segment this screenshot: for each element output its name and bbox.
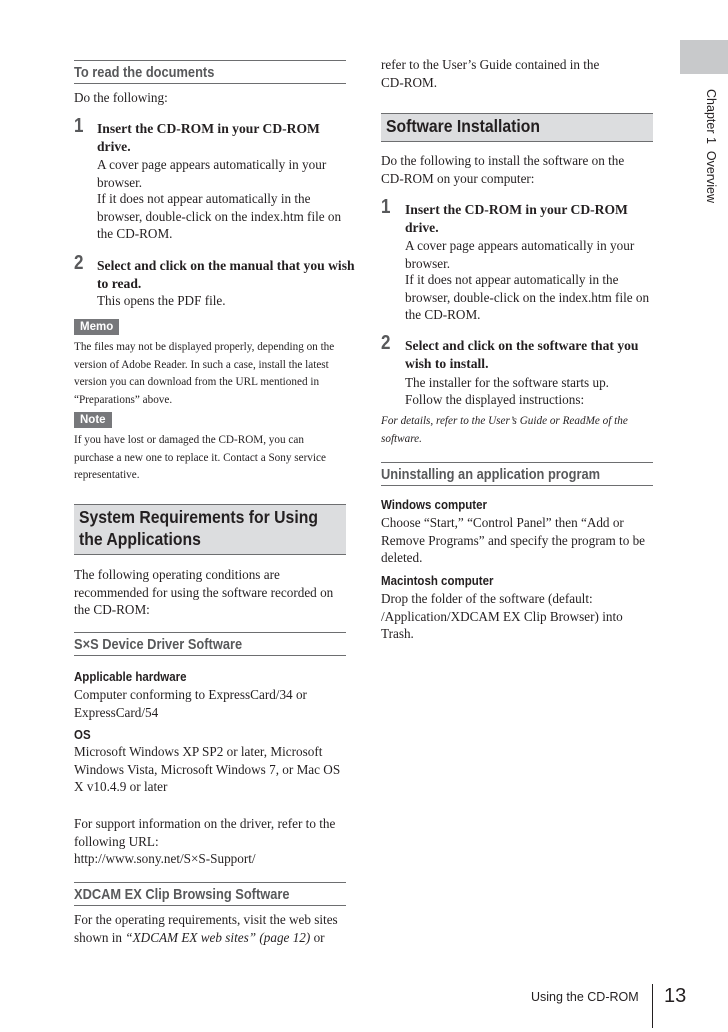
xdcam-text-end: or [310, 929, 325, 945]
step-body: This opens the PDF file. [97, 293, 226, 308]
xdcam-text [74, 911, 346, 946]
step-body: A cover page appears automatically in your browser. [97, 157, 327, 190]
step-body: If it does not appear automatically in the browser, double-click on the index.htm file on the CD-ROM. [405, 272, 650, 323]
section-heading-software-installation [381, 113, 653, 142]
step-body: Follow the displayed instructions: [405, 392, 585, 407]
support-text: For support information on the driver, refer to the following URL: [74, 816, 336, 849]
step-number: 2 [74, 252, 84, 274]
step-body: The installer for the software starts up. [405, 375, 609, 390]
step-number: 1 [74, 115, 84, 137]
mac-text: Drop the folder of the software (default: /Application/XDCAM EX Clip Browser) into Trash. [381, 591, 623, 642]
step-title: Insert the CD-ROM in your CD-ROM drive. [97, 121, 320, 154]
heading-text: Software Installation [386, 116, 541, 136]
continued-text: refer to the User’s Guide contained in the CD-ROM. [381, 57, 600, 90]
heading-line: System Requirements for Using [79, 507, 318, 527]
section-heading-sxs [74, 632, 346, 656]
sysreq-intro: The following operating conditions are recommended for using the software recorded on the CD-ROM: [74, 567, 334, 618]
section-heading-read-docs [74, 60, 346, 84]
page-number: 13 [664, 985, 687, 1007]
hardware-label: Applicable hardware [74, 670, 187, 684]
heading-text: To read the documents [74, 65, 215, 81]
heading-text: Uninstalling an application program [381, 467, 601, 483]
footer-section-name: Using the CD-ROM [531, 990, 639, 1004]
section-heading-xdcam [74, 882, 346, 906]
heading-text: S×S Device Driver Software [74, 637, 243, 653]
section-heading-uninstall [381, 462, 653, 486]
step-body: A cover page appears automatically in your browser. [405, 238, 635, 271]
step-number: 2 [381, 332, 391, 354]
step-title: Insert the CD-ROM in your CD-ROM drive. [405, 202, 628, 235]
note-badge: Note [74, 412, 112, 428]
os-text: Microsoft Windows XP SP2 or later, Microsoft Windows Vista, Microsoft Windows 7, or Mac OS X v10.4.9 or later [74, 744, 341, 795]
os-label: OS [74, 728, 91, 742]
chapter-tab-label: Chapter 1 Overview [704, 89, 718, 203]
install-details: For details, refer to the User’s Guide or ReadMe of the software. [381, 415, 628, 445]
heading-line: the Applications [79, 529, 201, 549]
note-text: If you have lost or damaged the CD-ROM, you can purchase a new one to replace it. Contact a Sony service representative. [74, 434, 326, 481]
hardware-text: Computer conforming to ExpressCard/34 or ExpressCard/54 [74, 687, 307, 720]
section-heading-system-requirements [74, 504, 346, 555]
chapter-tab-block [680, 40, 728, 74]
footer-divider [652, 984, 653, 1028]
step-body: If it does not appear automatically in the browser, double-click on the index.htm file on the CD-ROM. [97, 191, 342, 242]
memo-badge: Memo [74, 319, 119, 335]
mac-label: Macintosh computer [381, 574, 494, 588]
xdcam-text-start: For the operating requirements, visit the web sites shown in [74, 912, 338, 945]
step-title: Select and click on the manual that you wish to read. [97, 258, 355, 291]
support-url[interactable]: http://www.sony.net/S×S-Support/ [74, 851, 256, 866]
step-title: Select and click on the software that you wish to install. [405, 338, 639, 371]
step-number: 1 [381, 196, 391, 218]
memo-text: The files may not be displayed properly, depending on the version of Adobe Reader. In such a case, install the latest version you can download from the URL mentioned in “Preparations” above. [74, 341, 335, 406]
windows-label: Windows computer [381, 498, 487, 512]
read-docs-intro: Do the following: [74, 90, 168, 105]
heading-text: XDCAM EX Clip Browsing Software [74, 887, 290, 903]
xdcam-page-reference[interactable]: “XDCAM EX web sites” (page 12) [125, 929, 311, 945]
install-intro: Do the following to install the software on the CD-ROM on your computer: [381, 153, 625, 186]
windows-text: Choose “Start,” “Control Panel” then “Add or Remove Programs” and specify the program to be deleted. [381, 515, 646, 566]
